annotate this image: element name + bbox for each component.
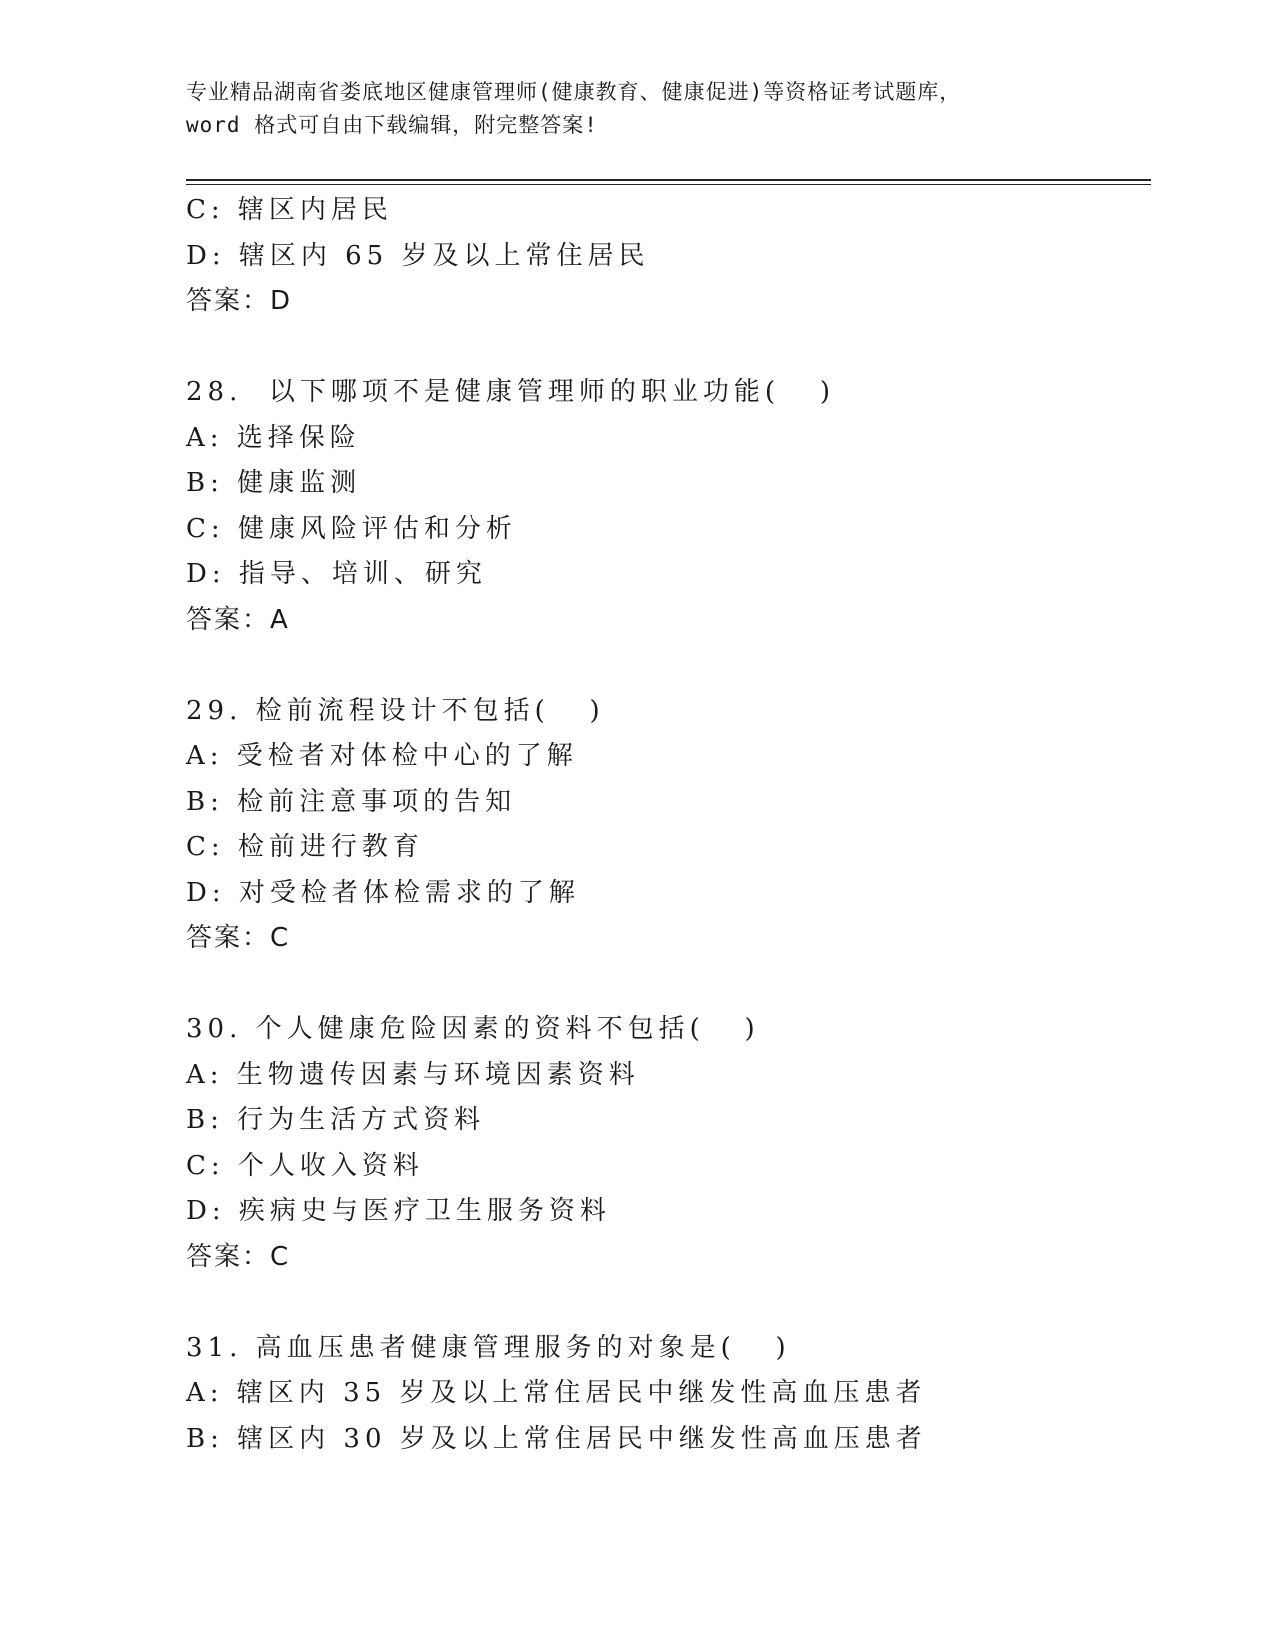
header-line-1: 专业精品湖南省娄底地区健康管理师(健康教育、健康促进)等资格证考试题库， — [186, 80, 962, 104]
option-b: B: 行为生活方式资料 — [186, 1105, 486, 1135]
answer: 答案：D — [186, 286, 293, 316]
answer: 答案：C — [186, 1241, 291, 1272]
option-c: C: 辖区内居民 — [186, 195, 393, 225]
option-a: A: 辖区内 35 岁及以上常住居民中继发性高血压患者 — [186, 1378, 927, 1408]
option-d: D: 疾病史与医疗卫生服务资料 — [186, 1196, 611, 1226]
question-31 — [186, 1326, 1151, 1463]
answer: 答案：A — [186, 604, 290, 635]
option-b: B: 健康监测 — [186, 468, 362, 498]
question-text: 30. 个人健康危险因素的资料不包括( ) — [186, 1014, 760, 1044]
option-a: A: 选择保险 — [186, 422, 361, 453]
option-b: B: 辖区内 30 岁及以上常住居民中继发性高血压患者 — [186, 1423, 927, 1454]
question-list — [186, 188, 1151, 1462]
answer: 答案：C — [186, 923, 291, 953]
spacer — [186, 643, 1151, 689]
header-divider-thick — [186, 179, 1151, 181]
option-c: C: 个人收入资料 — [186, 1150, 424, 1181]
question-text: 28. 以下哪项不是健康管理师的职业功能( ) — [186, 377, 835, 407]
spacer — [186, 962, 1151, 1008]
question-text: 29. 检前流程设计不包括( ) — [186, 695, 605, 726]
spacer — [186, 1280, 1151, 1326]
question-text: 31. 高血压患者健康管理服务的对象是( ) — [186, 1332, 791, 1363]
option-d: D: 对受检者体检需求的了解 — [186, 877, 580, 908]
question-29 — [186, 689, 1151, 962]
spacer — [186, 325, 1151, 371]
option-c: C: 健康风险评估和分析 — [186, 513, 517, 544]
option-d: D: 辖区内 65 岁及以上常住居民 — [186, 240, 650, 271]
option-d: D: 指导、培训、研究 — [186, 559, 487, 589]
question-30 — [186, 1007, 1151, 1280]
option-a: A: 生物遗传因素与环境因素资料 — [186, 1059, 640, 1090]
header-line-2: word 格式可自由下载编辑，附完整答案! — [186, 113, 598, 137]
option-b: B: 检前注意事项的告知 — [186, 786, 517, 817]
document-header — [186, 76, 1086, 142]
header-divider-thin — [186, 184, 1151, 185]
question-27-tail — [186, 188, 1151, 325]
option-c: C: 检前进行教育 — [186, 832, 424, 862]
option-a: A: 受检者对体检中心的了解 — [186, 741, 578, 771]
question-28 — [186, 370, 1151, 643]
